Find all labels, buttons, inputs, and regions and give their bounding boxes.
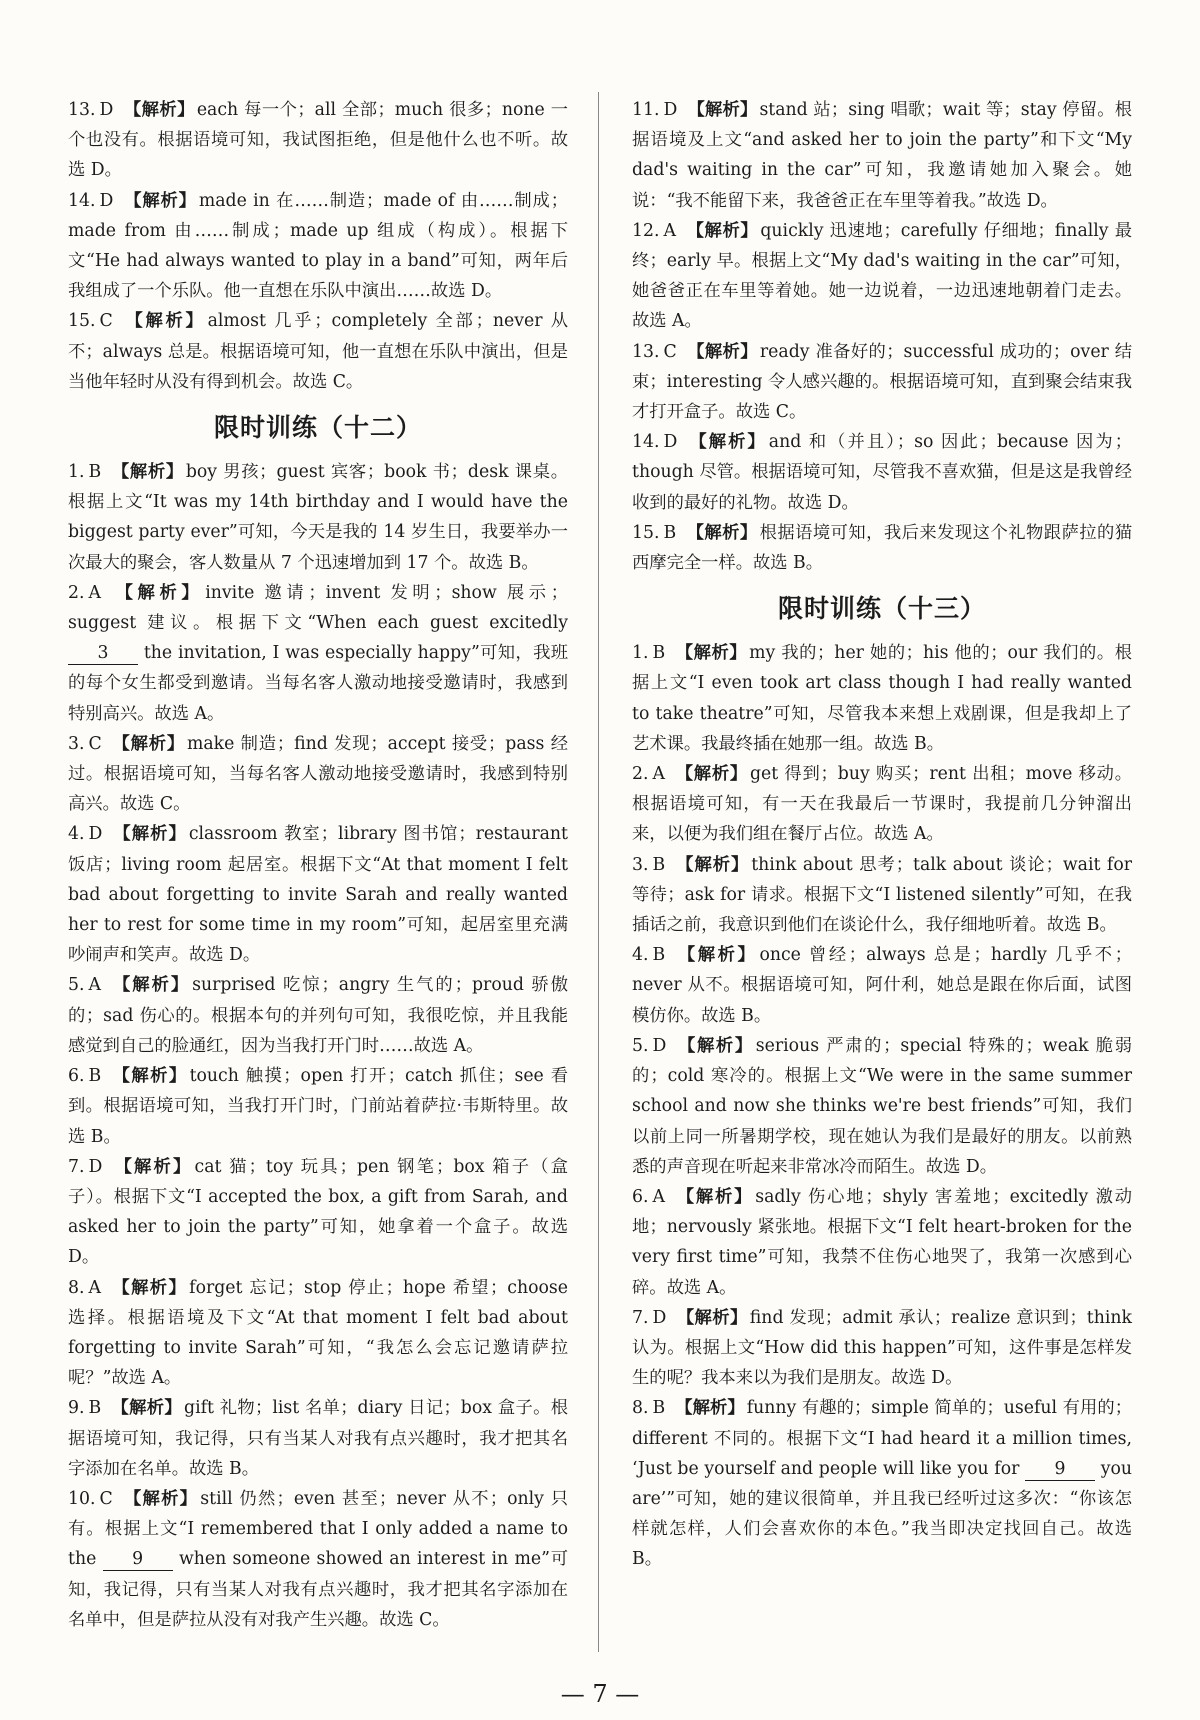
explanation-text: and 和（并且）；so 因此；because 因为；though 尽管。根据语境可知，尽管我不喜欢猫，但是这是我曾经收到的最好的礼物。故选 D。 xyxy=(632,432,1132,513)
analysis-tag: 【解析】 xyxy=(111,462,184,483)
explanation-text: sadly 伤心地；shyly 害羞地；excitedly 激动地；nervously 紧张地。根据下文“I felt heart-broken for the very first time”可知，我禁不住伤心地哭了，我第一次感到心碎。故选 A。 xyxy=(632,1186,1132,1298)
answer-item xyxy=(632,850,1132,941)
question-number: 13. xyxy=(68,100,96,120)
explanation-text: surprised 吃惊；angry 生气的；proud 骄傲的；sad 伤心的。根据本句的并列句可知，我很吃惊，并且我能感觉到自己的脸通红，因为当我打开门时……故选 A。 xyxy=(68,975,568,1056)
explanation-text: make 制造；find 发现；accept 接受；pass 经过。根据语境可知，当每名客人激动地接受邀请时，我感到特别高兴。故选 C。 xyxy=(68,733,568,815)
analysis-tag: 【解析】 xyxy=(686,522,758,543)
explanation-text: almost 几乎；completely 全部；never 从不；always 总是。根据语境可知，他一直想在乐队中演出，但是当他年轻时从没有得到机会。故选 C。 xyxy=(68,311,568,392)
question-number: 1. xyxy=(632,643,649,664)
answer-letter: D xyxy=(99,100,114,120)
question-number: 14. xyxy=(632,432,660,453)
analysis-tag: 【解析】 xyxy=(674,764,748,785)
answer-letter: B xyxy=(88,462,102,483)
section-heading-12: 限时训练（十二） xyxy=(213,413,422,443)
answer-letter: B xyxy=(652,643,666,664)
answer-item xyxy=(68,306,568,397)
explanation-text: funny 有趣的；simple 简单的；useful 有用的；different 不同的。根据下文“I had heard it a million times, ‘Just be yourself and people will like you for xyxy=(632,1398,1132,1479)
right-items-top xyxy=(632,95,1132,578)
analysis-tag: 【解析】 xyxy=(110,582,204,603)
question-number: 4. xyxy=(632,945,649,966)
answer-letter: B xyxy=(652,854,666,875)
blank-number: 9 xyxy=(103,1548,173,1571)
analysis-tag: 【解析】 xyxy=(675,1398,745,1419)
explanation-text: still 仍然；even 甚至；never 从不；only 只有。根据上文“I remembered that I only added a name to the xyxy=(68,1488,568,1570)
answer-letter: B xyxy=(652,1398,666,1419)
answer-item xyxy=(632,1182,1132,1303)
question-number: 1. xyxy=(68,462,85,483)
answer-letter: D xyxy=(652,1035,667,1056)
question-number: 5. xyxy=(68,975,85,996)
answer-item xyxy=(632,95,1132,216)
analysis-tag: 【解析】 xyxy=(112,1156,193,1177)
explanation-text: gift 礼物；list 名单；diary 日记；box 盒子。根据语境可知，我记得，只有当某人对我有点兴趣时，我才把其名字添加在名单。故选 B。 xyxy=(68,1398,568,1479)
question-number: 3. xyxy=(632,854,649,875)
answer-letter: D xyxy=(663,432,678,453)
question-number: 10. xyxy=(68,1488,96,1509)
analysis-tag: 【解析】 xyxy=(110,1277,188,1298)
answer-letter: D xyxy=(652,1307,667,1328)
question-number: 7. xyxy=(632,1307,649,1328)
question-number: 11. xyxy=(632,100,660,120)
explanation-text: made in 在……制造；made of 由……制成；made from 由……制成；made up 组成（构成）。根据下文“He had always wanted to play in a band”可知，两年后我组成了一个乐队。他一直想在乐队中演出……故选 D。 xyxy=(68,190,568,302)
answer-letter: B xyxy=(88,1398,102,1419)
answer-item xyxy=(68,819,568,970)
explanation-text: serious 严肃的；special 特殊的；weak 脆弱的；cold 寒冷的。根据上文“We were in the same summer school and now she thinks we're best friends”可知，我们以前上同一所暑期学校，现在她认为我们是最好的朋友。以前熟悉的声音现在听起来非常冰冷而陌生。故选 D。 xyxy=(632,1035,1132,1177)
analysis-tag: 【解析】 xyxy=(686,341,758,362)
answer-item xyxy=(68,729,568,820)
answer-item xyxy=(632,337,1132,428)
explanation-text: get 得到；buy 购买；rent 出租；move 移动。根据语境可知，有一天在我最后一节课时，我提前几分钟溜出来，以便为我们组在餐厅占位。故选 A。 xyxy=(632,764,1132,845)
answer-item xyxy=(68,1393,568,1484)
explanation-text: classroom 教室；library 图书馆；restaurant 饭店；living room 起居室。根据下文“At that moment I felt bad about forgetting to invite Sarah and really wanted her to rest for some time in my room”可知，起居室里充满吵闹声和笑声。故选 D。 xyxy=(68,824,568,966)
answer-item xyxy=(632,427,1132,518)
answer-letter: A xyxy=(88,975,101,996)
explanation-text: stand 站；sing 唱歌；wait 等；stay 停留。根据语境及上文“and asked her to join the party”和下文“My dad's waiting in the car”可知，我邀请她加入聚会。她说：“我不能留下来，我爸爸正在车里等着我。”故选 D。 xyxy=(632,100,1132,211)
question-number: 6. xyxy=(632,1186,649,1207)
answer-item xyxy=(632,1031,1132,1182)
analysis-tag: 【解析】 xyxy=(675,643,748,664)
answer-item xyxy=(632,940,1132,1031)
analysis-tag: 【解析】 xyxy=(111,1066,188,1087)
blank-number: 9 xyxy=(1025,1458,1095,1481)
answer-item xyxy=(632,1303,1132,1394)
analysis-tag: 【解析】 xyxy=(676,1035,754,1056)
explanation-text: boy 男孩；guest 宾客；book 书；desk 课桌。根据上文“It was my 14th birthday and I would have the biggest party ever”可知，今天是我的 14 岁生日，我要举办一次最大的聚会，客人数量从 7 个迅速增加到 17 个。故选 B。 xyxy=(68,462,568,573)
answer-item xyxy=(632,638,1132,759)
right-column xyxy=(632,95,1132,1575)
question-number: 9. xyxy=(68,1398,85,1419)
explanation-text: each 每一个；all 全部；much 很多；none 一个也没有。根据语境可知，我试图拒绝，但是他什么也不听。故选 D。 xyxy=(68,100,568,181)
question-number: 3. xyxy=(68,733,85,754)
answer-letter: B xyxy=(88,1066,102,1087)
answer-letter: D xyxy=(88,1156,103,1177)
answer-letter: A xyxy=(88,1277,101,1298)
answer-letter: B xyxy=(663,522,677,543)
answer-letter: D xyxy=(88,824,103,845)
answer-item xyxy=(68,457,568,578)
analysis-tag: 【解析】 xyxy=(675,854,750,875)
left-column xyxy=(68,95,568,1635)
explanation-text: cat 猫；toy 玩具；pen 钢笔；box 箱子（盒子）。根据下文“I accepted the box, a gift from Sarah, and asked her to join the party”可知，她拿着一个盒子。故选 D。 xyxy=(68,1156,568,1268)
explanation-text: invite 邀请；invent 发明；show 展示；suggest 建议。根据下文“When each guest excitedly xyxy=(68,582,568,634)
question-number: 7. xyxy=(68,1156,85,1177)
analysis-tag: 【解析】 xyxy=(674,1186,754,1207)
left-items-top xyxy=(68,95,568,397)
question-number: 13. xyxy=(632,341,660,362)
answer-letter: A xyxy=(652,1186,665,1207)
answer-item xyxy=(632,216,1132,337)
analysis-tag: 【解析】 xyxy=(685,220,759,241)
answer-letter: C xyxy=(99,1488,113,1509)
answer-item xyxy=(68,578,568,729)
question-number: 2. xyxy=(632,764,649,785)
explanation-text-cont: you are’”可知，她的建议很简单，并且我已经听过这多次：“你该怎样就怎样，人们会喜欢你的本色。”我当即决定找回自己。故选 B。 xyxy=(632,1458,1132,1570)
answer-item xyxy=(632,518,1132,578)
answer-letter: C xyxy=(99,311,113,332)
analysis-tag: 【解析】 xyxy=(675,945,758,966)
question-number: 12. xyxy=(632,220,660,241)
question-number: 15. xyxy=(632,522,660,543)
question-number: 15. xyxy=(68,311,96,332)
analysis-tag: 【解析】 xyxy=(122,1488,199,1509)
explanation-text-cont: the invitation, I was especially happy”可知，我班的每个女生都受到邀请。当每名客人激动地接受邀请时，我感到特别高兴。故选 A。 xyxy=(68,643,568,724)
answer-item xyxy=(632,1393,1132,1574)
analysis-tag: 【解析】 xyxy=(110,975,191,996)
analysis-tag: 【解析】 xyxy=(687,432,767,453)
answer-letter: C xyxy=(88,733,102,754)
explanation-text: find 发现；admit 承认；realize 意识到；think 认为。根据上文“How did this happen”可知，这件事是怎样发生的呢？我本来以为我们是朋友。故选 D。 xyxy=(632,1307,1132,1389)
analysis-tag: 【解析】 xyxy=(122,311,206,332)
answer-letter: C xyxy=(663,341,677,362)
explanation-text: forget 忘记；stop 停止；hope 希望；choose 选择。根据语境及下文“At that moment I felt bad about forgetting to invite Sarah”可知，“我怎么会忘记邀请萨拉呢？”故选 A。 xyxy=(68,1277,568,1389)
analysis-tag: 【解析】 xyxy=(687,100,758,120)
answer-item xyxy=(632,759,1132,850)
explanation-text: think about 思考；talk about 谈论；wait for 等待；ask for 请求。根据下文“I listened silently”可知，在我插话之前，我意识到他们在谈论什么，我仔细地听着。故选 B。 xyxy=(632,854,1132,936)
explanation-text: 根据语境可知，我后来发现这个礼物跟萨拉的猫西摩完全一样。故选 B。 xyxy=(632,522,1132,574)
answer-letter: D xyxy=(663,100,678,120)
answer-letter: A xyxy=(663,220,676,241)
question-number: 8. xyxy=(68,1277,85,1298)
analysis-tag: 【解析】 xyxy=(111,1398,183,1419)
answer-letter: D xyxy=(99,190,114,211)
question-number: 5. xyxy=(632,1035,649,1056)
explanation-text: touch 触摸；open 打开；catch 抓住；see 看到。根据语境可知，当我打开门时，门前站着萨拉·韦斯特里。故选 B。 xyxy=(68,1066,568,1147)
explanation-text: ready 准备好的；successful 成功的；over 结束；interesting 令人感兴趣的。根据语境可知，直到聚会结束我才打开盒子。故选 C。 xyxy=(632,341,1132,423)
blank-number: 3 xyxy=(68,642,138,665)
analysis-tag: 【解析】 xyxy=(676,1307,748,1328)
answer-item xyxy=(68,95,568,186)
analysis-tag: 【解析】 xyxy=(111,733,185,754)
analysis-tag: 【解析】 xyxy=(123,190,197,211)
question-number: 14. xyxy=(68,190,96,211)
left-items-bottom xyxy=(68,457,568,1635)
answer-letter: A xyxy=(88,582,101,603)
question-number: 6. xyxy=(68,1066,85,1087)
answer-item xyxy=(68,970,568,1061)
question-number: 4. xyxy=(68,824,85,845)
answer-item xyxy=(68,1484,568,1635)
page-number: — 7 — xyxy=(560,1680,640,1708)
explanation-text: once 曾经；always 总是；hardly 几乎不；never 从不。根据语境可知，阿什利，她总是跟在你后面，试图模仿你。故选 B。 xyxy=(632,945,1132,1026)
analysis-tag: 【解析】 xyxy=(123,100,195,120)
column-divider xyxy=(598,92,599,1652)
explanation-text: my 我的；her 她的；his 他的；our 我们的。根据上文“I even took art class though I had really wanted to take theatre”可知，尽管我本来想上戏剧课，但是我却上了艺术课。我最终插在她那一组。故选 B。 xyxy=(632,643,1132,754)
explanation-text: quickly 迅速地；carefully 仔细地；finally 最终；early 早。根据上文“My dad's waiting in the car”可知，她爸爸正在车里等着她。她一边说着，一边迅速地朝着门走去。故选 A。 xyxy=(632,220,1132,332)
answer-letter: B xyxy=(652,945,666,966)
answer-item xyxy=(68,186,568,307)
question-number: 8. xyxy=(632,1398,649,1419)
analysis-tag: 【解析】 xyxy=(112,824,187,845)
explanation-text-cont: when someone showed an interest in me”可知，我记得，只有当某人对我有点兴趣时，我才把其名字添加在名单中，但是萨拉从没有对我产生兴趣。故选 C。 xyxy=(68,1549,569,1630)
answer-letter: A xyxy=(652,764,665,785)
right-items-bottom xyxy=(632,638,1132,1574)
answer-item xyxy=(68,1152,568,1273)
question-number: 2. xyxy=(68,582,85,603)
answer-item xyxy=(68,1061,568,1152)
answer-item xyxy=(68,1273,568,1394)
section-heading-13: 限时训练（十三） xyxy=(777,594,986,624)
